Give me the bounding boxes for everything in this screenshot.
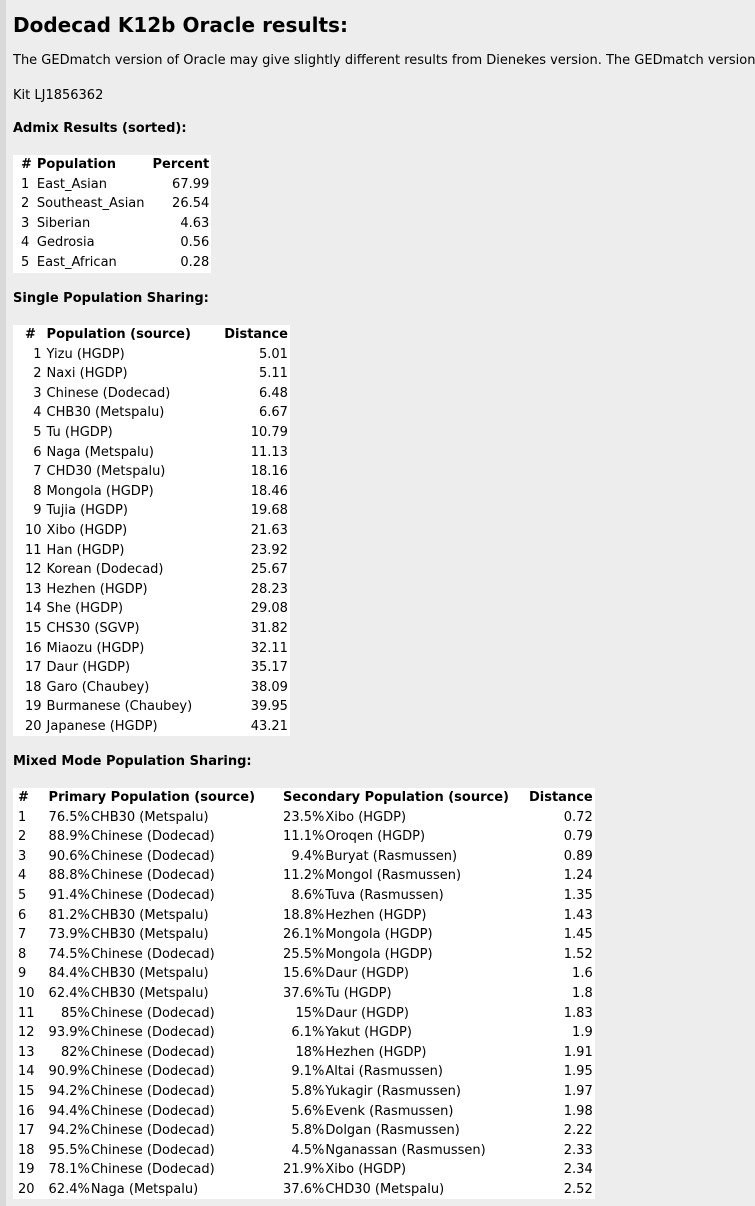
table-row	[13, 175, 211, 195]
table-row	[13, 1062, 595, 1082]
table-row	[13, 1082, 595, 1102]
rank-cell: 10	[18, 985, 35, 1001]
distance-cell: 10.79	[250, 424, 288, 440]
table-row	[13, 462, 290, 482]
secondary-population-cell: Xibo (HGDP)	[325, 809, 407, 825]
rank-cell: 18	[18, 1142, 35, 1158]
primary-population-cell: Chinese (Dodecad)	[90, 1064, 215, 1080]
table-row	[13, 443, 290, 463]
table-row	[13, 501, 290, 521]
distance-cell: 18.46	[250, 483, 288, 499]
table-row	[13, 521, 290, 541]
rank-cell: 3	[21, 215, 30, 231]
distance-cell: 18.16	[250, 464, 288, 480]
distance-cell: 1.9	[572, 1025, 593, 1041]
rank-cell: 14	[25, 601, 42, 617]
population-cell: Xibo (HGDP)	[46, 522, 128, 538]
population-cell: Naxi (HGDP)	[46, 366, 128, 382]
population-cell: Japanese (HGDP)	[46, 718, 158, 734]
distance-cell: 32.11	[250, 640, 288, 656]
distance-cell: 6.48	[259, 385, 288, 401]
distance-cell: 1.24	[563, 868, 593, 884]
table-row	[13, 886, 595, 906]
population-cell: Naga (Metspalu)	[46, 444, 154, 460]
left-edge-strip	[0, 0, 6, 1206]
primary-population-cell: CHB30 (Metspalu)	[90, 907, 209, 923]
primary-population-cell: Chinese (Dodecad)	[90, 946, 215, 962]
population-cell: She (HGDP)	[46, 601, 124, 617]
primary-population-cell: Chinese (Dodecad)	[90, 1123, 215, 1139]
secondary-population-cell: Xibo (HGDP)	[325, 1162, 407, 1178]
rank-cell: 12	[25, 562, 42, 578]
primary-percent-cell: 94.2%	[48, 1123, 90, 1139]
secondary-percent-cell: 4.5%	[291, 1142, 325, 1158]
distance-cell: 1.52	[563, 946, 593, 962]
primary-population-cell: Naga (Metspalu)	[90, 1181, 199, 1197]
table-row	[13, 345, 290, 365]
rank-cell: 9	[33, 503, 42, 519]
rank-cell: 4	[18, 868, 27, 884]
rank-cell: 11	[25, 542, 42, 558]
rank-cell: 11	[18, 1005, 35, 1021]
distance-cell: 1.35	[563, 887, 593, 903]
primary-percent-cell: 82%	[60, 1044, 90, 1060]
secondary-percent-cell: 5.8%	[291, 1083, 325, 1099]
population-cell: Daur (HGDP)	[46, 660, 131, 676]
kit-number: Kit LJ1856362	[13, 88, 104, 103]
primary-population-cell: CHB30 (Metspalu)	[90, 966, 209, 982]
rank-cell: 8	[33, 483, 42, 499]
rank-cell: 2	[21, 196, 30, 212]
primary-percent-cell: 95.5%	[48, 1142, 90, 1158]
rank-cell: 4	[21, 235, 30, 251]
secondary-percent-cell: 9.1%	[291, 1064, 325, 1080]
secondary-population-cell: Daur (HGDP)	[325, 966, 409, 982]
secondary-population-cell: Daur (HGDP)	[325, 1005, 409, 1021]
distance-cell: 2.33	[563, 1142, 593, 1158]
table-row	[13, 1141, 595, 1161]
primary-population-cell: Chinese (Dodecad)	[90, 1142, 215, 1158]
secondary-percent-cell: 26.1%	[283, 927, 325, 943]
table-row	[13, 1160, 595, 1180]
rank-cell: 17	[18, 1123, 35, 1139]
admix-heading: Admix Results (sorted):	[13, 121, 187, 136]
secondary-percent-cell: 11.2%	[283, 868, 325, 884]
secondary-population-cell: Nganassan (Rasmussen)	[325, 1142, 486, 1158]
secondary-population-cell: Mongol (Rasmussen)	[325, 868, 462, 884]
table-row	[13, 984, 595, 1004]
rank-cell: 10	[25, 522, 42, 538]
population-cell: CHS30 (SGVP)	[46, 620, 140, 636]
table-row	[13, 580, 290, 600]
rank-cell: 2	[33, 366, 42, 382]
table-row	[13, 1102, 595, 1122]
rank-cell: 14	[18, 1064, 35, 1080]
col-rank: #	[21, 157, 32, 172]
distance-cell: 0.79	[563, 829, 593, 845]
rank-cell: 20	[25, 718, 42, 734]
col-distance: Distance	[528, 790, 593, 805]
distance-cell: 0.89	[563, 848, 593, 864]
secondary-percent-cell: 18%	[295, 1044, 325, 1060]
distance-cell: 1.95	[563, 1064, 593, 1080]
distance-cell: 1.45	[563, 927, 593, 943]
mixed-heading: Mixed Mode Population Sharing:	[13, 754, 252, 769]
primary-percent-cell: 93.9%	[48, 1025, 90, 1041]
intro-text: The GEDmatch version of Oracle may give slightly different results from Dienekes version. The GEDmatch version	[13, 53, 755, 68]
rank-cell: 3	[18, 848, 27, 864]
population-cell: Yizu (HGDP)	[46, 346, 125, 362]
distance-cell: 2.52	[563, 1181, 593, 1197]
table-header-row	[13, 155, 211, 175]
rank-cell: 12	[18, 1025, 35, 1041]
table-row	[13, 808, 595, 828]
distance-cell: 29.08	[250, 601, 288, 617]
secondary-population-cell: Evenk (Rasmussen)	[325, 1103, 454, 1119]
col-secondary-population: Secondary Population (source)	[283, 790, 509, 805]
percent-cell: 4.63	[180, 215, 210, 231]
table-row	[13, 253, 211, 273]
distance-cell: 39.95	[250, 699, 288, 715]
col-population: Population	[36, 157, 117, 172]
primary-percent-cell: 90.9%	[48, 1064, 90, 1080]
table-row	[13, 233, 211, 253]
primary-population-cell: Chinese (Dodecad)	[90, 887, 215, 903]
secondary-percent-cell: 8.6%	[291, 887, 325, 903]
table-row	[13, 599, 290, 619]
secondary-population-cell: CHD30 (Metspalu)	[325, 1181, 445, 1197]
rank-cell: 16	[18, 1103, 35, 1119]
table-row	[13, 847, 595, 867]
secondary-percent-cell: 5.8%	[291, 1123, 325, 1139]
distance-cell: 23.92	[250, 542, 288, 558]
table-row	[13, 384, 290, 404]
primary-percent-cell: 81.2%	[48, 907, 90, 923]
secondary-population-cell: Hezhen (HGDP)	[325, 907, 427, 923]
col-distance: Distance	[224, 327, 288, 342]
rank-cell: 6	[18, 907, 27, 923]
admix-results-table	[13, 155, 211, 273]
rank-cell: 2	[18, 829, 27, 845]
primary-population-cell: Chinese (Dodecad)	[90, 1162, 215, 1178]
table-row	[13, 482, 290, 502]
distance-cell: 38.09	[250, 679, 288, 695]
percent-cell: 0.56	[180, 235, 210, 251]
distance-cell: 11.13	[250, 444, 288, 460]
primary-percent-cell: 76.5%	[48, 809, 90, 825]
population-cell: Mongola (HGDP)	[46, 483, 154, 499]
table-row	[13, 925, 595, 945]
rank-cell: 6	[33, 444, 42, 460]
mixed-mode-table	[13, 788, 595, 1199]
rank-cell: 4	[33, 405, 42, 421]
table-row	[13, 866, 595, 886]
distance-cell: 5.11	[259, 366, 288, 382]
population-cell: Siberian	[36, 215, 91, 231]
distance-cell: 28.23	[250, 581, 288, 597]
primary-percent-cell: 62.4%	[48, 1181, 90, 1197]
primary-population-cell: CHB30 (Metspalu)	[90, 985, 209, 1001]
rank-cell: 1	[21, 176, 30, 192]
secondary-population-cell: Hezhen (HGDP)	[325, 1044, 427, 1060]
table-row	[13, 403, 290, 423]
population-cell: Gedrosia	[36, 235, 95, 251]
secondary-percent-cell: 18.8%	[283, 907, 325, 923]
distance-cell: 25.67	[250, 562, 288, 578]
population-cell: Southeast_Asian	[36, 196, 145, 212]
single-population-table	[13, 325, 290, 736]
distance-cell: 1.97	[563, 1083, 593, 1099]
secondary-percent-cell: 37.6%	[283, 985, 325, 1001]
primary-population-cell: Chinese (Dodecad)	[90, 1103, 215, 1119]
secondary-population-cell: Altai (Rasmussen)	[325, 1064, 443, 1080]
rank-cell: 13	[18, 1044, 35, 1060]
secondary-percent-cell: 6.1%	[291, 1025, 325, 1041]
col-primary-population: Primary Population (source)	[48, 790, 256, 805]
rank-cell: 20	[18, 1181, 35, 1197]
single-heading: Single Population Sharing:	[13, 291, 209, 306]
distance-cell: 43.21	[250, 718, 288, 734]
distance-cell: 2.34	[563, 1162, 593, 1178]
population-cell: CHB30 (Metspalu)	[46, 405, 165, 421]
table-header-row	[13, 325, 290, 345]
percent-cell: 0.28	[180, 254, 210, 270]
rank-cell: 1	[18, 809, 27, 825]
table-row	[13, 1043, 595, 1063]
primary-population-cell: Chinese (Dodecad)	[90, 1044, 215, 1060]
rank-cell: 9	[18, 966, 27, 982]
rank-cell: 13	[25, 581, 42, 597]
primary-percent-cell: 62.4%	[48, 985, 90, 1001]
population-cell: Miaozu (HGDP)	[46, 640, 145, 656]
percent-cell: 26.54	[172, 196, 210, 212]
table-row	[13, 678, 290, 698]
table-row	[13, 964, 595, 984]
secondary-percent-cell: 25.5%	[283, 946, 325, 962]
distance-cell: 1.43	[563, 907, 593, 923]
secondary-percent-cell: 23.5%	[283, 809, 325, 825]
population-cell: CHD30 (Metspalu)	[46, 464, 166, 480]
rank-cell: 16	[25, 640, 42, 656]
table-row	[13, 1004, 595, 1024]
secondary-percent-cell: 9.4%	[291, 848, 325, 864]
secondary-population-cell: Oroqen (HGDP)	[325, 829, 426, 845]
population-cell: East_African	[36, 254, 117, 270]
distance-cell: 1.83	[563, 1005, 593, 1021]
population-cell: Burmanese (Chaubey)	[46, 699, 193, 715]
table-row	[13, 827, 595, 847]
primary-percent-cell: 85%	[60, 1005, 90, 1021]
table-row	[13, 364, 290, 384]
distance-cell: 6.67	[259, 405, 288, 421]
primary-population-cell: Chinese (Dodecad)	[90, 1025, 215, 1041]
primary-percent-cell: 88.8%	[48, 868, 90, 884]
rank-cell: 1	[33, 346, 42, 362]
distance-cell: 1.8	[572, 985, 593, 1001]
page-title: Dodecad K12b Oracle results:	[13, 13, 348, 37]
table-row	[13, 1180, 595, 1200]
distance-cell: 1.91	[563, 1044, 593, 1060]
population-cell: Tu (HGDP)	[46, 424, 113, 440]
table-row	[13, 619, 290, 639]
primary-percent-cell: 84.4%	[48, 966, 90, 982]
population-cell: Tujia (HGDP)	[46, 503, 128, 519]
rank-cell: 3	[33, 385, 42, 401]
secondary-percent-cell: 11.1%	[283, 829, 325, 845]
distance-cell: 1.98	[563, 1103, 593, 1119]
population-cell: Korean (Dodecad)	[46, 562, 164, 578]
rank-cell: 8	[18, 946, 27, 962]
primary-percent-cell: 88.9%	[48, 829, 90, 845]
table-row	[13, 214, 211, 234]
col-population-source: Population (source)	[46, 327, 191, 342]
table-row	[13, 906, 595, 926]
distance-cell: 2.22	[563, 1123, 593, 1139]
secondary-population-cell: Mongola (HGDP)	[325, 946, 433, 962]
table-row	[13, 541, 290, 561]
primary-population-cell: CHB30 (Metspalu)	[90, 927, 209, 943]
secondary-percent-cell: 15.6%	[283, 966, 325, 982]
col-rank: #	[25, 327, 36, 342]
secondary-percent-cell: 37.6%	[283, 1181, 325, 1197]
population-cell: Han (HGDP)	[46, 542, 125, 558]
primary-percent-cell: 91.4%	[48, 887, 90, 903]
rank-cell: 19	[18, 1162, 35, 1178]
distance-cell: 21.63	[250, 522, 288, 538]
population-cell: Chinese (Dodecad)	[46, 385, 171, 401]
primary-population-cell: Chinese (Dodecad)	[90, 848, 215, 864]
percent-cell: 67.99	[172, 176, 210, 192]
primary-population-cell: Chinese (Dodecad)	[90, 868, 215, 884]
secondary-population-cell: Buryat (Rasmussen)	[325, 848, 458, 864]
primary-percent-cell: 94.2%	[48, 1083, 90, 1099]
rank-cell: 7	[33, 464, 42, 480]
secondary-percent-cell: 21.9%	[283, 1162, 325, 1178]
secondary-population-cell: Tuva (Rasmussen)	[325, 887, 444, 903]
secondary-population-cell: Yakut (HGDP)	[325, 1025, 412, 1041]
table-row	[13, 194, 211, 214]
primary-percent-cell: 94.4%	[48, 1103, 90, 1119]
population-cell: Hezhen (HGDP)	[46, 581, 148, 597]
table-row	[13, 1121, 595, 1141]
table-row	[13, 945, 595, 965]
population-cell: East_Asian	[36, 176, 107, 192]
primary-percent-cell: 90.6%	[48, 848, 90, 864]
primary-percent-cell: 78.1%	[48, 1162, 90, 1178]
table-row	[13, 639, 290, 659]
distance-cell: 35.17	[250, 660, 288, 676]
secondary-population-cell: Dolgan (Rasmussen)	[325, 1123, 460, 1139]
rank-cell: 5	[18, 887, 27, 903]
rank-cell: 17	[25, 660, 42, 676]
distance-cell: 0.72	[563, 809, 593, 825]
distance-cell: 31.82	[250, 620, 288, 636]
primary-percent-cell: 73.9%	[48, 927, 90, 943]
rank-cell: 15	[25, 620, 42, 636]
table-row	[13, 1023, 595, 1043]
table-row	[13, 658, 290, 678]
table-row	[13, 423, 290, 443]
primary-population-cell: Chinese (Dodecad)	[90, 1005, 215, 1021]
rank-cell: 5	[33, 424, 42, 440]
table-row	[13, 697, 290, 717]
table-row	[13, 717, 290, 737]
secondary-percent-cell: 5.6%	[291, 1103, 325, 1119]
secondary-population-cell: Mongola (HGDP)	[325, 927, 433, 943]
secondary-population-cell: Tu (HGDP)	[325, 985, 392, 1001]
rank-cell: 5	[21, 254, 30, 270]
rank-cell: 19	[25, 699, 42, 715]
distance-cell: 19.68	[250, 503, 288, 519]
primary-population-cell: Chinese (Dodecad)	[90, 829, 215, 845]
primary-population-cell: Chinese (Dodecad)	[90, 1083, 215, 1099]
population-cell: Garo (Chaubey)	[46, 679, 150, 695]
table-header-row	[13, 788, 595, 808]
secondary-population-cell: Yukagir (Rasmussen)	[325, 1083, 461, 1099]
rank-cell: 15	[18, 1083, 35, 1099]
table-row	[13, 560, 290, 580]
rank-cell: 7	[18, 927, 27, 943]
col-percent: Percent	[152, 157, 210, 172]
distance-cell: 5.01	[259, 346, 288, 362]
rank-cell: 18	[25, 679, 42, 695]
primary-percent-cell: 74.5%	[48, 946, 90, 962]
secondary-percent-cell: 15%	[295, 1005, 325, 1021]
col-rank: #	[18, 790, 29, 805]
distance-cell: 1.6	[572, 966, 593, 982]
primary-population-cell: CHB30 (Metspalu)	[90, 809, 209, 825]
